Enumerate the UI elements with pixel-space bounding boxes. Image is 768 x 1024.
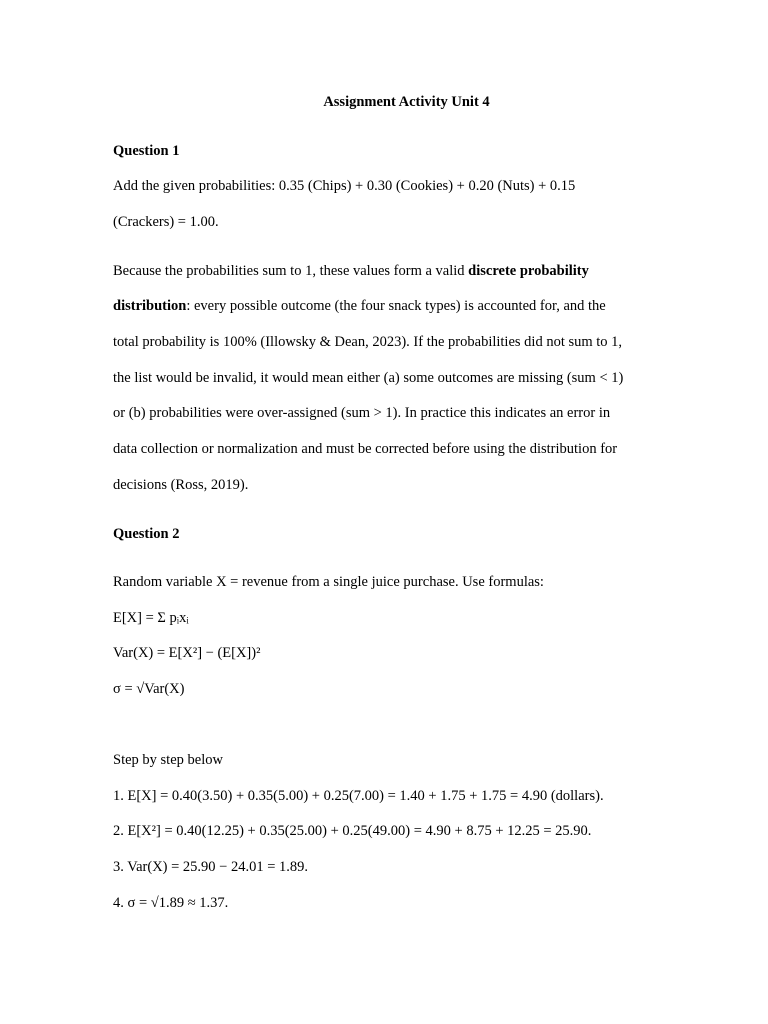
q1-bold-term: distribution [113,298,187,314]
step-4: 4. σ = √1.89 ≈ 1.37. [113,895,229,911]
question-1-heading: Question 1 [113,143,180,159]
q1-bold-term: discrete probability [468,263,589,279]
q1-paragraph-line-7: decisions (Ross, 2019). [113,477,249,493]
q1-paragraph-line-2 [113,298,606,315]
document-title: Assignment Activity Unit 4 [323,94,490,110]
q1-sum-line-1: Add the given probabilities: 0.35 (Chips) + 0.30 (Cookies) + 0.20 (Nuts) + 0.15 [113,178,576,194]
q1-paragraph-line-4: the list would be invalid, it would mean either (a) some outcomes are missing (sum < 1) [113,370,624,386]
q1-paragraph-line-3: total probability is 100% (Illowsky & Dean, 2023). If the probabilities did not sum to 1, [113,334,623,350]
formula-variance: Var(X) = E[X²] − (E[X])² [113,645,261,661]
q1-sum-line-2: (Crackers) = 1.00. [113,214,219,230]
q1-paragraph-line-5: or (b) probabilities were over-assigned (sum > 1). In practice this indicates an error in [113,405,611,421]
formula-expected-value: E[X] = Σ pᵢxᵢ [113,610,189,626]
formula-std-dev: σ = √Var(X) [113,681,185,697]
q1-paragraph-line-1 [113,263,589,280]
q1-paragraph-text: Because the probabilities sum to 1, these values form a valid [113,263,469,279]
question-2-heading: Question 2 [113,526,180,542]
steps-intro: Step by step below [113,752,223,768]
step-1: 1. E[X] = 0.40(3.50) + 0.35(5.00) + 0.25(7.00) = 1.40 + 1.75 + 1.75 = 4.90 (dollars). [113,788,604,804]
q1-paragraph-line-6: data collection or normalization and must be corrected before using the distribution for [113,441,618,457]
step-3: 3. Var(X) = 25.90 − 24.01 = 1.89. [113,859,309,875]
q1-paragraph-text: : every possible outcome (the four snack types) is accounted for, and the [186,298,606,314]
step-2: 2. E[X²] = 0.40(12.25) + 0.35(25.00) + 0.25(49.00) = 4.90 + 8.75 + 12.25 = 25.90. [113,823,592,839]
q2-intro: Random variable X = revenue from a single juice purchase. Use formulas: [113,574,544,590]
